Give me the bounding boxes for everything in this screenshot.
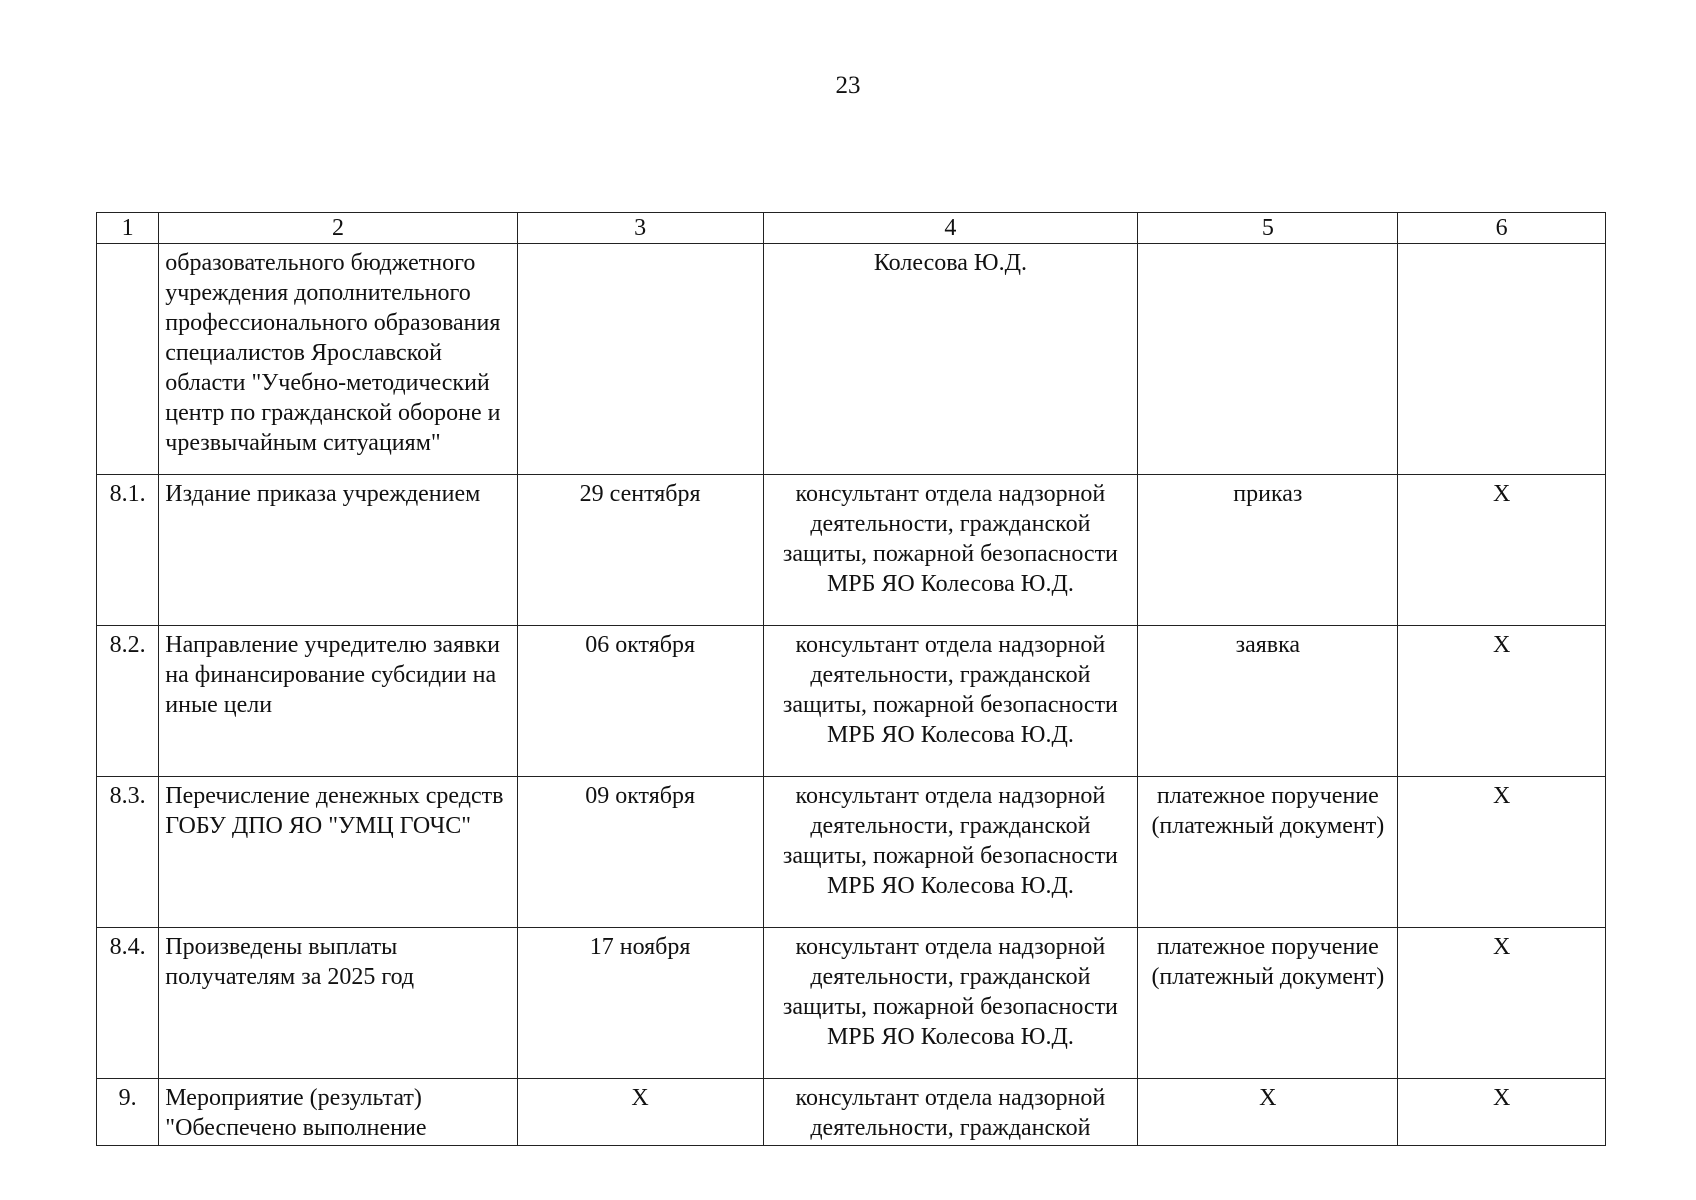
row-responsible: Колесова Ю.Д. bbox=[763, 244, 1138, 475]
row-description: Перечисление денежных средств ГОБУ ДПО ЯО "УМЦ ГОЧС" bbox=[159, 777, 517, 928]
row-description: образовательного бюджетного учреждения дополнительного профессионального образования специалистов Ярославской области "Учебно-методический центр по гражданской обороне и чрезвычайным ситуациям" bbox=[159, 244, 517, 475]
row-document: приказ bbox=[1138, 475, 1398, 626]
row-date: 29 сентября bbox=[517, 475, 763, 626]
page-number: 23 bbox=[835, 72, 861, 99]
plan-table bbox=[96, 212, 1606, 1146]
row-col6: X bbox=[1398, 1079, 1606, 1146]
table-row-continuation bbox=[97, 244, 1606, 475]
row-responsible: консультант отдела надзорной деятельности, гражданской защиты, пожарной безопасности МРБ ЯО Колесова Ю.Д. bbox=[763, 928, 1138, 1079]
header-col-2: 2 bbox=[159, 213, 517, 244]
header-col-3: 3 bbox=[517, 213, 763, 244]
table-row bbox=[97, 928, 1606, 1079]
row-responsible: консультант отдела надзорной деятельности, гражданской защиты, пожарной безопасности МРБ ЯО Колесова Ю.Д. bbox=[763, 626, 1138, 777]
row-date: 06 октября bbox=[517, 626, 763, 777]
row-date bbox=[517, 244, 763, 475]
row-date: 09 октября bbox=[517, 777, 763, 928]
row-document: X bbox=[1138, 1079, 1398, 1146]
header-col-5: 5 bbox=[1138, 213, 1398, 244]
row-number: 8.1. bbox=[97, 475, 159, 626]
row-description: Мероприятие (результат) "Обеспечено выполнение bbox=[159, 1079, 517, 1146]
row-number: 8.4. bbox=[97, 928, 159, 1079]
row-number bbox=[97, 244, 159, 475]
row-description: Произведены выплаты получателям за 2025 год bbox=[159, 928, 517, 1079]
row-date: X bbox=[517, 1079, 763, 1146]
row-number: 9. bbox=[97, 1079, 159, 1146]
row-document: заявка bbox=[1138, 626, 1398, 777]
row-col6: X bbox=[1398, 475, 1606, 626]
header-col-1: 1 bbox=[97, 213, 159, 244]
table-header-row bbox=[97, 213, 1606, 244]
row-col6: X bbox=[1398, 626, 1606, 777]
row-responsible: консультант отдела надзорной деятельности, гражданской защиты, пожарной безопасности МРБ ЯО Колесова Ю.Д. bbox=[763, 475, 1138, 626]
table-row bbox=[97, 475, 1606, 626]
row-col6: X bbox=[1398, 777, 1606, 928]
row-document bbox=[1138, 244, 1398, 475]
row-number: 8.3. bbox=[97, 777, 159, 928]
header-col-4: 4 bbox=[763, 213, 1138, 244]
row-responsible: консультант отдела надзорной деятельности, гражданской защиты, пожарной безопасности МРБ ЯО Колесова Ю.Д. bbox=[763, 777, 1138, 928]
table-row bbox=[97, 777, 1606, 928]
row-date: 17 ноября bbox=[517, 928, 763, 1079]
row-description: Издание приказа учреждением bbox=[159, 475, 517, 626]
row-responsible: консультант отдела надзорной деятельности, гражданской bbox=[763, 1079, 1138, 1146]
row-col6 bbox=[1398, 244, 1606, 475]
header-col-6: 6 bbox=[1398, 213, 1606, 244]
row-number: 8.2. bbox=[97, 626, 159, 777]
table-row bbox=[97, 626, 1606, 777]
row-document: платежное поручение (платежный документ) bbox=[1138, 777, 1398, 928]
row-document: платежное поручение (платежный документ) bbox=[1138, 928, 1398, 1079]
row-col6: X bbox=[1398, 928, 1606, 1079]
row-description: Направление учредителю заявки на финансирование субсидии на иные цели bbox=[159, 626, 517, 777]
table-row bbox=[97, 1079, 1606, 1146]
